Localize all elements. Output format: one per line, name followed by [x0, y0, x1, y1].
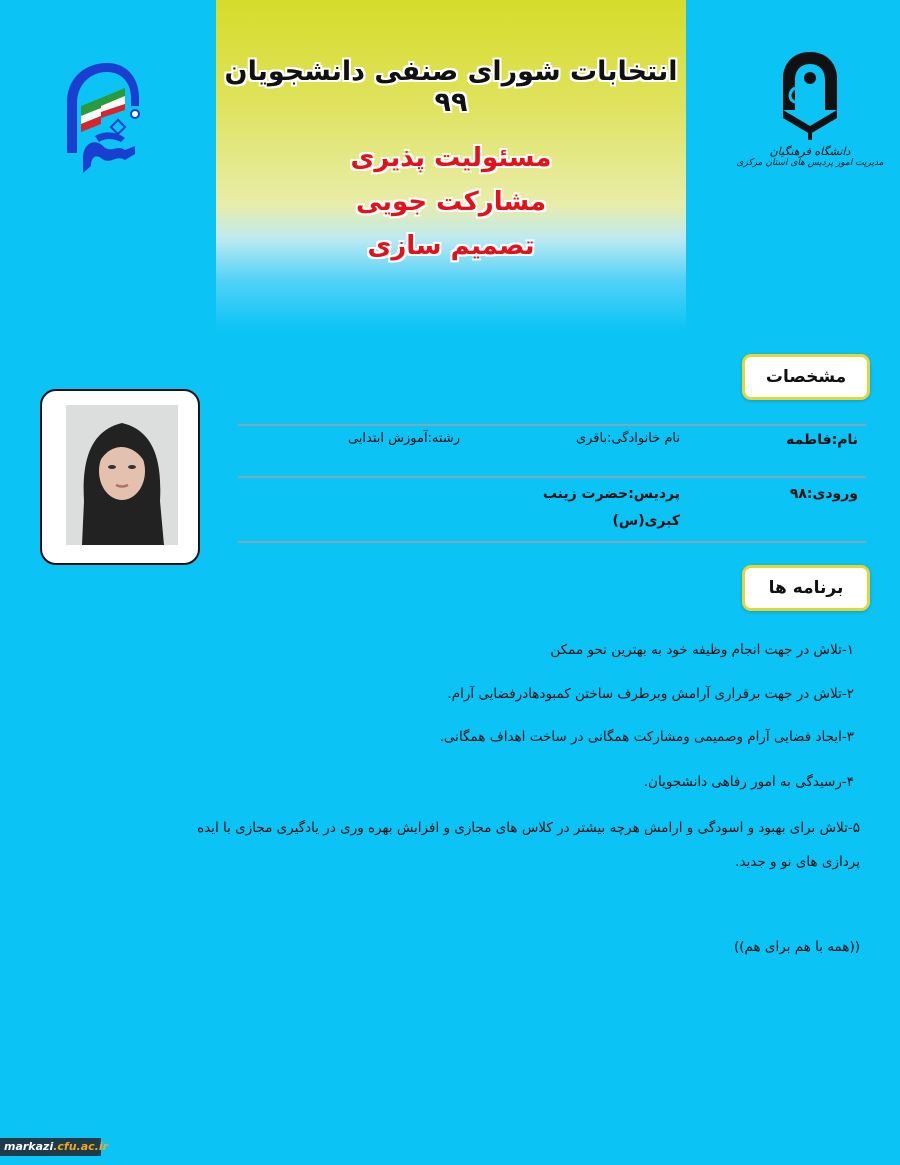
university-subtitle: مدیریت امور پردیس های استان مرکزی	[736, 158, 884, 168]
campus-field-line2: کبری(س)	[612, 513, 680, 529]
council-logo	[55, 58, 150, 183]
slogan-list	[216, 136, 686, 268]
senfi-council-logo-icon	[55, 58, 150, 183]
profile-section-button[interactable]	[742, 354, 870, 400]
first-name-field: نام:فاطمه	[786, 432, 858, 448]
divider	[238, 541, 866, 543]
entry-year-field: ورودی:۹۸	[789, 486, 858, 502]
person-photo-icon	[66, 405, 178, 545]
major-field: رشته:آموزش ابتدایی	[347, 431, 460, 446]
university-name: دانشگاه فرهنگیان	[769, 145, 851, 158]
candidate-photo	[66, 405, 178, 545]
site-watermark[interactable]	[0, 1138, 109, 1156]
watermark-domain: .cfu.ac.ir	[53, 1140, 109, 1153]
header-banner	[216, 0, 686, 330]
program-item-5-continued: پردازی های نو و جدید.	[735, 854, 860, 870]
motto: ((همه با هم برای هم))	[734, 939, 860, 955]
campus-field-line1: پردیس:حضرت زینب	[542, 486, 680, 502]
program-item-5: ۵-تلاش برای بهبود و اسودگی و ارامش هرچه بیشتر در کلاس های مجازی و افزایش بهره وری در یادگیری مجازی با ایده	[197, 820, 860, 836]
program-item-3: ۳-ایجاد فضایی آرام وصمیمی ومشارکت همگانی در ساخت اهداف همگانی.	[439, 729, 854, 745]
watermark-site: markazi	[4, 1140, 54, 1153]
last-name-field: نام خانوادگی:باقری	[575, 431, 680, 446]
profile-section-label: مشخصات	[765, 367, 847, 387]
banner-title: انتخابات شورای صنفی دانشجویان ۹۹	[224, 56, 678, 118]
slogan-responsibility: مسئولیت پذیری	[350, 143, 552, 173]
programs-section-label: برنامه ها	[768, 578, 844, 598]
divider	[238, 424, 866, 426]
university-logo	[725, 48, 895, 198]
farhangian-university-logo-icon	[775, 48, 845, 143]
programs-section-button[interactable]	[742, 565, 870, 611]
slogan-participation: مشارکت جویی	[355, 187, 547, 217]
program-item-1: ۱-تلاش در جهت انجام وظیفه خود به بهترین نحو ممکن	[550, 642, 854, 658]
program-item-4: ۴-رسیدگی به امور رفاهی دانشجویان.	[643, 774, 854, 790]
candidate-photo-frame	[40, 389, 200, 565]
slogan-decision-making: تصمیم سازی	[367, 231, 535, 261]
program-item-2: ۲-تلاش در جهت برقراری آرامش وبرطرف ساختن کمبودهادرفضایی آرام.	[447, 686, 854, 702]
divider	[238, 476, 866, 478]
